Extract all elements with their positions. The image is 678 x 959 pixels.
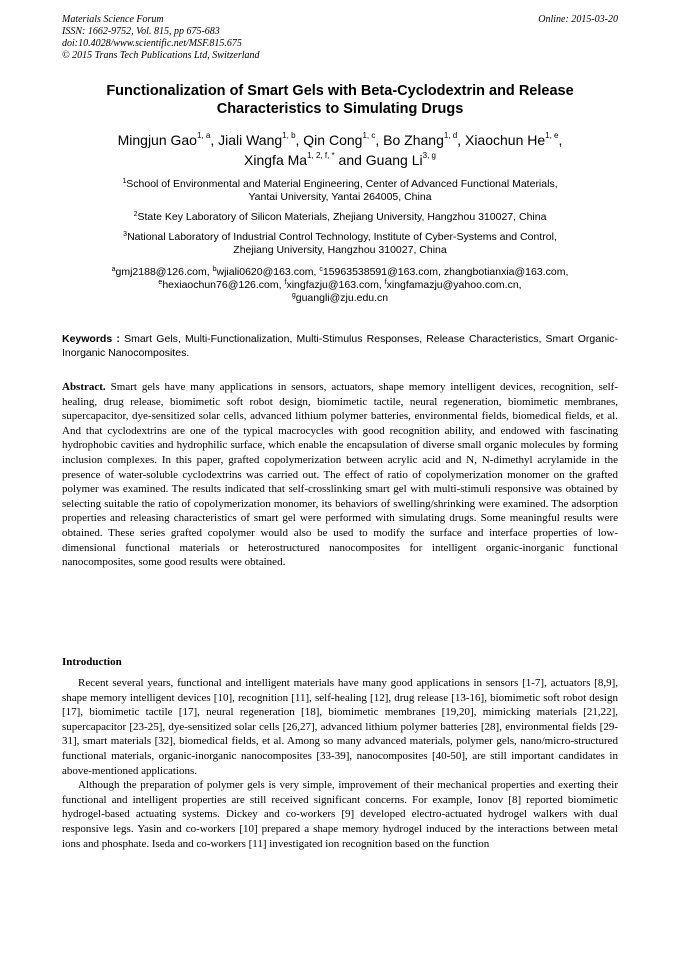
- keywords-separator: :: [116, 333, 120, 345]
- email-address: xingfamazju@yahoo.com.cn,: [386, 279, 522, 291]
- author-affiliation-marker: 1, e: [545, 131, 559, 140]
- email-address: gmj2188@126.com,: [115, 266, 210, 278]
- abstract-text: Smart gels have many applications in sensors, actuators, shape memory intelligent devices, recognition, self-healing, drug release, biomimetic soft robot design, biomimetic tactile, neural regeneration, biomimetic membranes, supercapacitor, dye-sensitized solar cells, advanced lithium polymer batteries, environmental fields, biomedical fields, et al. And that cyclodextrins are one of the typical macrocycles with good recognition ability, and endowed with fascinating hydrophobic cavities and hydrophilic surface, which enable the encapsulation of diverse small organic molecules by forming inclusion complexes. In this paper, grafted copolymerization between acrylic acid and N, N-dimethyl acrylamide in the presence of water-soluble cyclodextrins was carried out. The effect of ratio of copolymerization monomer on the grafted polymer was examined. The results indicated that self-crosslinking smart gel with multi-stimuli responsive was obtained by selecting suitable the ratio of copolymerization monomer, its behaviors of swelling/shrinking were examined. The adsorption properties and releasing characteristics of smart gel were performed with simulating drugs. Some meaningful results were obtained. These series grafted copolymer would also be used to modify the surface and interface properties of low-dimensional functional materials or heterostructured nanocomposites for intelligent organic-inorganic functional nanocomposites, some good results were obtained.: [62, 381, 619, 569]
- online-date: Online: 2015-03-20: [538, 14, 618, 25]
- author-name: Xingfa Ma: [244, 152, 308, 168]
- email-marker: f: [384, 279, 387, 286]
- email-marker: g: [291, 292, 296, 299]
- email-marker: f: [284, 279, 287, 286]
- author-conjunction: and: [338, 152, 362, 168]
- author-name: Jiali Wang: [218, 132, 283, 148]
- journal-name: Materials Science Forum: [62, 14, 164, 25]
- email-list: [62, 266, 618, 305]
- author-affiliation-marker: 3, g: [422, 151, 436, 160]
- author-name: Mingjun Gao: [117, 132, 197, 148]
- email-marker: a: [111, 266, 116, 273]
- email-address: wjiali0620@163.com,: [216, 266, 317, 278]
- abstract-label: Abstract.: [62, 381, 106, 393]
- journal-header: [62, 14, 618, 62]
- affiliation-2: [62, 211, 618, 224]
- affiliation-marker: 3: [123, 231, 128, 238]
- keywords-label: Keywords: [62, 333, 113, 345]
- doi-line: doi:10.4028/www.scientific.net/MSF.815.675: [62, 38, 242, 49]
- affiliation-3: [62, 231, 618, 257]
- affiliation-line: National Laboratory of Industrial Control Technology, Institute of Cyber-Systems and Control,: [127, 231, 557, 243]
- affiliation-list: [62, 178, 618, 264]
- affiliation-1: [62, 178, 618, 204]
- author-affiliation-marker: 1, c: [362, 131, 376, 140]
- author-name: Qin Cong: [303, 132, 363, 148]
- issn-line: ISSN: 1662-9752, Vol. 815, pp 675-683: [62, 26, 220, 37]
- affiliation-marker: 1: [122, 178, 127, 185]
- introduction-paragraph: Recent several years, functional and intelligent materials have many good applications in sensors [1-7], actuators [8,9], shape memory intelligent devices [10], recognition [11], self-healing [12], drug release [13-16], biomimetic soft robot design [17], biomimetic tactile [17], neural regeneration [18], biomimetic membranes [19,20], mimicking materials [21,22], supercapacitor [23-25], dye-sensitized solar cells [26,27], advanced lithium polymer batteries [28], environmental fields [29-31], smart materials [32], biomedical fields, et al. Among so many advanced materials, polymer gels, nano/micro-structured functional materials, organic-inorganic nanocomposites [33-39], nanocomposites [40-50], are still important candidates in above-mentioned applications.: [62, 677, 618, 777]
- affiliation-line: Yantai University, Yantai 264005, China: [248, 191, 432, 203]
- introduction-heading: Introduction: [62, 656, 122, 668]
- author-affiliation-marker: 1, d: [443, 131, 458, 140]
- introduction-body: [62, 676, 618, 851]
- email-address: hexiaochun76@126.com,: [162, 279, 282, 291]
- keywords-section: [62, 332, 618, 360]
- author-affiliation-marker: 1, b: [282, 131, 296, 140]
- introduction-paragraph: Although the preparation of polymer gels is very simple, improvement of their mechanical properties and exerting their functional and intelligent properties are still received significant concerns. For example, Ionov [8] reported biomimetic hydrogel-based actuating systems. Dickey and co-workers [9] developed electro-actuated hydrogel walkers with dual responsive legs. Yasin and co-workers [10] prepared a shape memory hydrogel induced by the interactions between metal ions and phosphate. Iseda and co-workers [11] investigated ion recognition based on the function: [62, 779, 618, 850]
- author-affiliation-marker: 1, 2, f, *: [307, 151, 335, 160]
- author-affiliation-marker: 1, a: [196, 131, 211, 140]
- email-address: 15963538591@163.com, zhangbotianxia@163.com,: [322, 266, 569, 278]
- email-address: xingfazju@163.com,: [286, 279, 382, 291]
- author-name: Bo Zhang: [383, 132, 444, 148]
- email-marker: e: [158, 279, 163, 286]
- email-address: guangli@zju.edu.cn: [295, 292, 389, 304]
- keywords-text: Smart Gels, Multi-Functionalization, Multi-Stimulus Responses, Release Characteristics, Smart Organic-Inorganic Nanocomposites.: [62, 333, 619, 359]
- author-name: Xiaochun He: [464, 132, 546, 148]
- author-name: Guang Li: [365, 152, 423, 168]
- abstract-section: [62, 380, 618, 570]
- email-marker: b: [212, 266, 217, 273]
- affiliation-marker: 2: [133, 211, 138, 218]
- affiliation-line: Zhejiang University, Hangzhou 310027, China: [233, 244, 447, 256]
- paper-title: Functionalization of Smart Gels with Beta-Cyclodextrin and Release Characteristics to Simulating Drugs: [106, 83, 574, 117]
- copyright-line: © 2015 Trans Tech Publications Ltd, Switzerland: [62, 50, 260, 61]
- author-list: Mingjun Gao$^{1, a}$, Jiali Wang$^{1, b}$, Qin Cong$^{1, c}$, Bo Zhang$^{1, d}$, Xiaochun He$^{1, e}$, Xingfa $Ma^{1, 2, f, *}$ and Guang Li$^{3, g}$: [117, 131, 563, 168]
- affiliation-line: School of Environmental and Material Engineering, Center of Advanced Functional Materials,: [126, 178, 558, 190]
- affiliation-line: State Key Laboratory of Silicon Materials, Zhejiang University, Hangzhou 310027, China: [137, 211, 547, 223]
- email-marker: c: [319, 266, 323, 273]
